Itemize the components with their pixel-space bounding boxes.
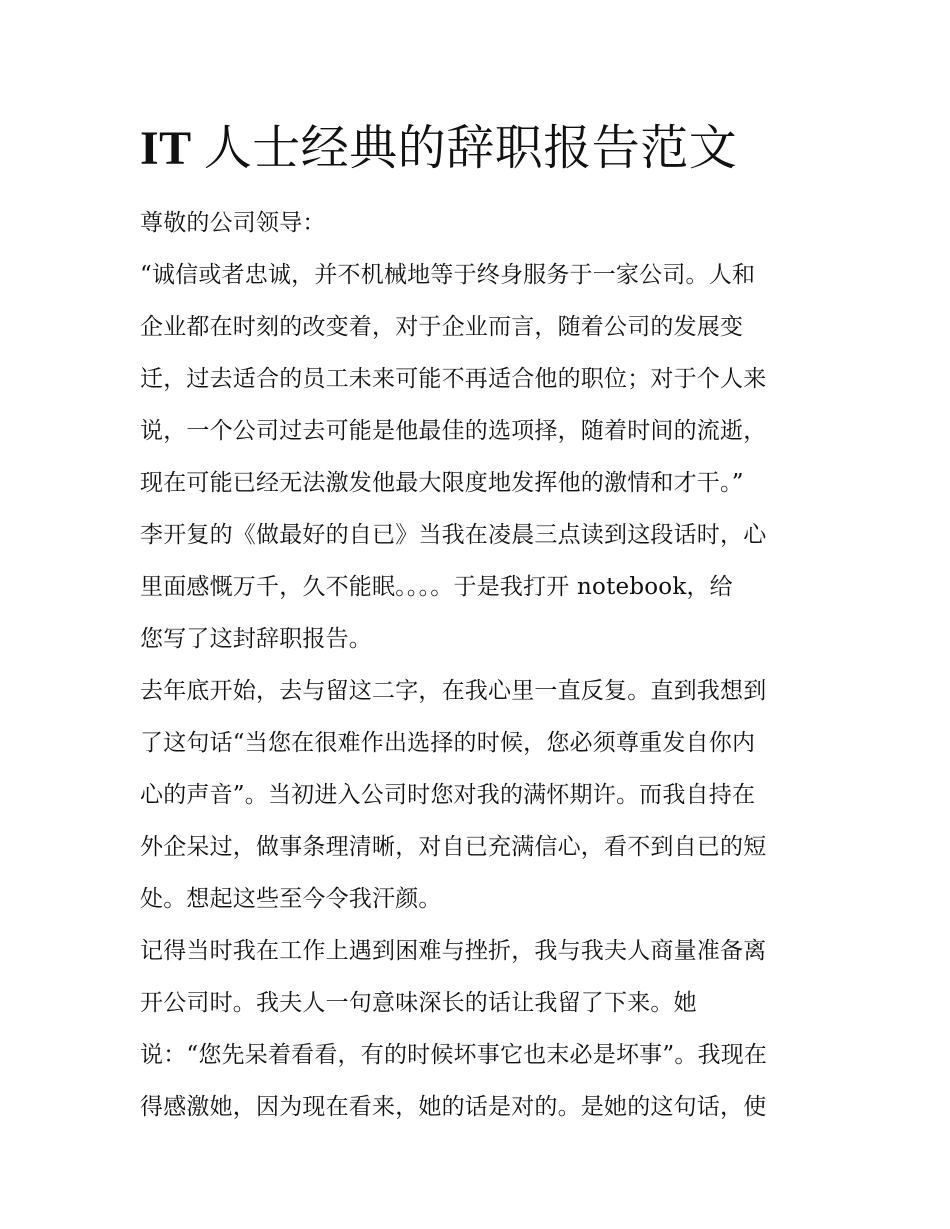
text-line: 说，一个公司过去可能是他最佳的选项择，随着时间的流逝，	[140, 418, 767, 444]
text-line: 记得当时我在工作上遇到困难与挫折，我与我夫人商量准备离	[140, 938, 767, 964]
text-line: 处。想起这些至今令我汗颜。	[140, 886, 442, 912]
text-line: 李开复的《做最好的自已》当我在凌晨三点读到这段话时，心	[140, 522, 767, 548]
text-line: “诚信或者忠诚，并不机械地等于终身服务于一家公司。人和	[140, 262, 756, 288]
text-line: 了这句话“当您在很难作出选择的时候，您必须尊重发自你内	[140, 730, 756, 756]
document-body	[140, 197, 820, 1133]
text-line: 企业都在时刻的改变着，对于企业而言，随着公司的发展变	[140, 314, 744, 340]
salutation-line: 尊敬的公司领导：	[140, 210, 326, 236]
title-latin: IT	[140, 122, 192, 175]
document-title	[140, 118, 737, 179]
text-line: 说：“您先呆着看看，有的时候坏事它也末必是坏事”。我现在	[140, 1042, 768, 1068]
text-line: 心的声音”。当初进入公司时您对我的满怀期许。而我自持在	[140, 782, 756, 808]
text-line: 去年底开始，去与留这二字，在我心里一直反复。直到我想到	[140, 678, 767, 704]
text-line: 外企呆过，做事条理清晰，对自已充满信心，看不到自已的短	[140, 834, 767, 860]
text-line: 里面感慨万千，久不能眠。。。。于是我打开 notebook，给	[140, 574, 733, 600]
text-line: 现在可能已经无法激发他最大限度地发挥他的激情和才干。”	[140, 470, 744, 496]
title-cjk: 人士经典的辞职报告范文	[203, 120, 738, 176]
text-line: 您写了这封辞职报告。	[140, 626, 372, 652]
text-line: 得感激她，因为现在看来，她的话是对的。是她的这句话，使	[140, 1094, 767, 1120]
text-line: 开公司时。我夫人一句意味深长的话让我留了下来。她	[140, 990, 697, 1016]
text-line: 迁，过去适合的员工未来可能不再适合他的职位；对于个人来	[140, 366, 767, 392]
